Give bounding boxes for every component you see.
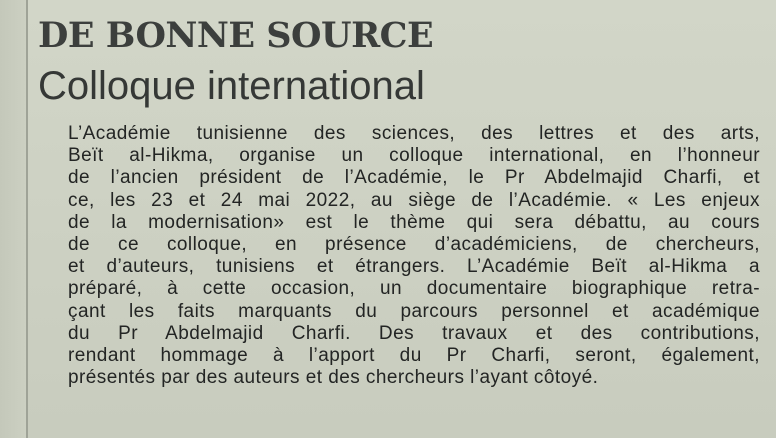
body-line: présentés par des auteurs et des chercheurs l’ayant côtoyé. (68, 367, 599, 389)
body-line: préparé, à cette occasion, un documentaire biographique retra- (68, 278, 760, 300)
body-line: L’Académie tunisienne des sciences, des lettres et des arts, (68, 123, 760, 144)
body-line: çant les faits marquants du parcours personnel et académique (68, 300, 760, 322)
body-line: de ce colloque, en présence d’académiciens, de chercheurs, (68, 234, 760, 256)
adjacent-column-edge (0, 0, 26, 438)
article-headline: Colloque international (38, 64, 425, 108)
body-line: de la modernisation» est le thème qui sera débattu, au cours (68, 211, 760, 233)
column-divider (26, 0, 28, 438)
body-line: rendant hommage à l’apport du Pr Charfi, seront, également, (68, 345, 760, 367)
body-line: et d’auteurs, tunisiens et étrangers. L’Académie Beït al-Hikma a (68, 256, 760, 278)
section-kicker: DE BONNE SOURCE (38, 15, 434, 56)
body-line: Beït al-Hikma, organise un colloque international, en l’honneur (68, 145, 760, 167)
article-body (68, 123, 760, 389)
body-line: ce, les 23 et 24 mai 2022, au siège de l’Académie. « Les enjeux (68, 189, 760, 211)
body-line: du Pr Abdelmajid Charfi. Des travaux et des contributions, (68, 322, 760, 344)
body-line: de l’ancien président de l’Académie, le Pr Abdelmajid Charfi, et (68, 167, 760, 189)
